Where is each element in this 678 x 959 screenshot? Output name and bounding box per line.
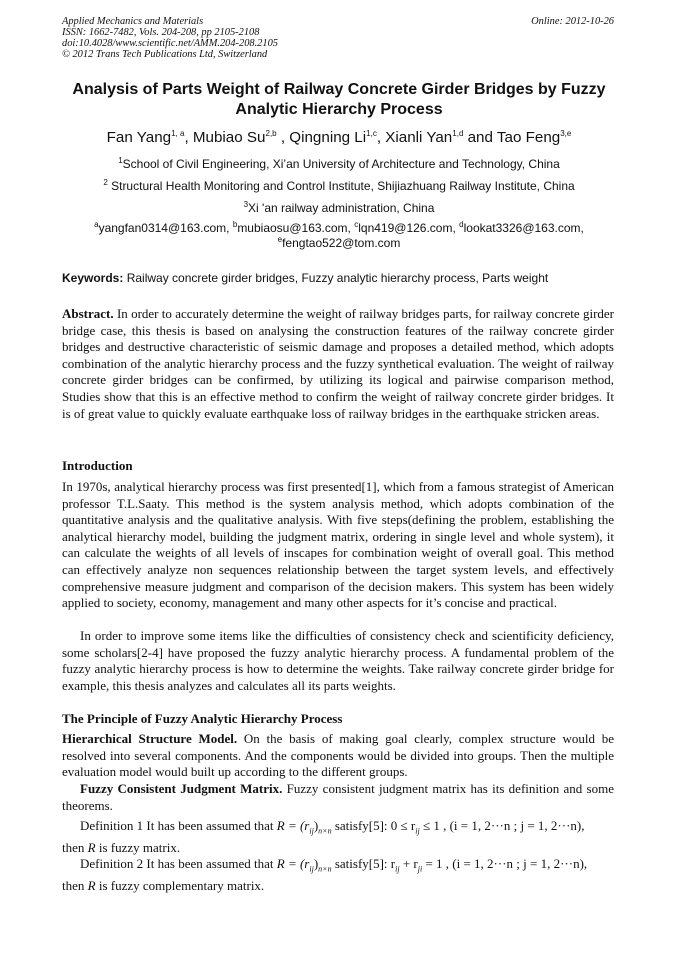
def1-tail2: is fuzzy matrix. [95, 840, 181, 856]
author-sup: 3,e [560, 128, 572, 138]
online-date: Online: 2012-10-26 [531, 16, 614, 27]
def1-formula: R = (r [276, 818, 310, 833]
intro-para-1: In 1970s, analytical hierarchy process was first presented[1], which from a famous strategist of American professor T.L.Saaty. This method is the system analysis method, which adopts combination of the quantitative analysis and the qualitative analysis. With five steps(defining the problem, establishing the analytical hierarchy model, building the judgment matrix, ordering in single level and whole system), it can calculate the weights of all levels of inscapes for combination weight of overall goal. This method can effectively analyze non sequences relationship between the target system levels, and effectively comprehensive measure judgment and comparison of the decision makers. This system has been widely applied to society, economy, management and many other aspects for it’s concise and practical. [62, 479, 614, 611]
affiliation-1 [62, 157, 616, 172]
def2-mid: + r [399, 856, 418, 871]
def1-R: R [87, 840, 96, 856]
journal-name: Applied Mechanics and Materials [62, 16, 204, 27]
hsm-para [62, 731, 614, 781]
definition-1 [62, 818, 616, 857]
def2-tail1: then [62, 878, 88, 894]
aff-text: Structural Health Monitoring and Control Institute, Shijiazhuang Railway Institute, China [107, 179, 575, 193]
def1-intro: Definition 1 It has been assumed that [80, 818, 277, 833]
def2-R: R [87, 878, 96, 894]
def2-nn: n×n [318, 864, 332, 874]
abstract-label: Abstract. [62, 306, 114, 321]
affiliation-2 [62, 179, 616, 194]
def2-close: ) [313, 856, 319, 871]
principle-heading: The Principle of Fuzzy Analytic Hierarchy Process [62, 711, 343, 726]
fcjm-label: Fuzzy Consistent Judgment Matrix. [80, 781, 283, 796]
def1-nn: n×n [318, 826, 332, 836]
email-e: fengtao522@tom.com [282, 236, 401, 250]
fcjm-para [62, 781, 614, 814]
def2-formula: R = (r [276, 856, 310, 871]
journal-copyright: © 2012 Trans Tech Publications Ltd, Switzerland [62, 49, 268, 60]
def1-sat: satisfy[5]: 0 ≤ r [331, 818, 416, 833]
hsm-label: Hierarchical Structure Model. [62, 731, 238, 746]
hsm-text: On the basis of making goal clearly, complex structure would be resolved into several components. And the components would be divided into groups. Then the multiple evaluation model would built up according to the different groups. [62, 731, 614, 780]
def1-sub: ij [309, 826, 314, 836]
author-sup: 1,d [452, 128, 464, 138]
abstract [62, 306, 614, 422]
def2-sub3: ji [417, 864, 423, 874]
def2-intro: Definition 2 It has been assumed that [80, 856, 277, 871]
aff-sup: 1 [118, 156, 123, 165]
fcjm-text: Fuzzy consistent judgment matrix has its definition and some theorems. [62, 781, 614, 813]
def2-sub2: ij [395, 864, 400, 874]
intro-heading: Introduction [62, 458, 133, 473]
intro-para-2: In order to improve some items like the difficulties of consistency check and scientificity deficiency, some scholars[2-4] have proposed the fuzzy analytic hierarchy process. A fundamental problem of the fuzzy analytic hierarchy process is how to determine the weights. Take railway concrete girder bridge for example, this thesis analyzes and calculates all its parts weights. [62, 628, 614, 693]
email-list: $^a$yangfan0314@163.com, $^b$mubiaosu@163.com, $^c$lqn419@126.com, $^d$lookat3326@163.com, $^e$fengtao522@tom.com [94, 220, 584, 250]
email-c: lqn419@126.com, [358, 221, 456, 235]
email-a: yangfan0314@163.com, [98, 221, 230, 235]
keywords-label: Keywords: [62, 271, 124, 285]
author-sup: 1,c [366, 128, 377, 138]
def2-eq: = 1 , (i = 1, 2···n ; j = 1, 2···n), [422, 856, 588, 871]
keywords [62, 271, 616, 285]
definition-2 [62, 856, 616, 895]
aff-sup: 2 [103, 178, 108, 187]
journal-issn: ISSN: 1662-7482, Vols. 204-208, pp 2105-2108 [62, 27, 260, 38]
author-sup: 1, a [171, 128, 185, 138]
paper-title: Analysis of Parts Weight of Railway Concrete Girder Bridges by Fuzzy Analytic Hierarchy Process [72, 81, 606, 118]
author-name: Qingning Li [289, 129, 367, 146]
email-b: mubiaosu@163.com, [237, 221, 351, 235]
aff-sup: 3 [243, 200, 249, 209]
author-name: Tao Feng [496, 129, 561, 146]
def1-sub2: ij [415, 826, 420, 836]
author-name: Mubiao Su [192, 129, 266, 146]
def1-close: ) [313, 818, 319, 833]
aff-text: Xi 'an railway administration, China [248, 201, 435, 215]
def2-tail2: is fuzzy complementary matrix. [95, 878, 265, 894]
def1-tail1: then [62, 840, 88, 856]
journal-header [62, 16, 278, 60]
aff-text: School of Civil Engineering, Xi’an University of Architecture and Technology, China [122, 157, 560, 171]
keywords-text: Railway concrete girder bridges, Fuzzy analytic hierarchy process, Parts weight [123, 271, 549, 285]
author-name: Fan Yang [106, 129, 172, 146]
journal-doi: doi:10.4028/www.scientific.net/AMM.204-208.2105 [62, 38, 278, 49]
def2-sat: satisfy[5]: r [331, 856, 396, 871]
affiliation-3 [62, 201, 616, 216]
email-d: lookat3326@163.com, [463, 221, 584, 235]
abstract-text: In order to accurately determine the weight of railway bridges parts, for railway concrete girder bridge case, this thesis is based on analysing the construction features of the railway concrete girder bridges and destructive characteristic of seismic damage and proposes a detailed method, which adopts combination of the analytic hierarchy process and the fuzzy synthetical evaluation. The weight of railway concrete girder bridges can be confirmed, by utilizing its logical and pairwise comparison method, Studies show that this is an effective method to confirm the weight of railway concrete girder bridges. It is of great value to quickly evaluate earthquake loss of railway bridges in the earthquake stricken areas. [62, 306, 614, 421]
author-sup: 2,b [265, 128, 277, 138]
def1-ineq: ≤ 1 , (i = 1, 2···n ; j = 1, 2···n), [419, 818, 585, 833]
author-list: Fan Yang$^{1, a}$, Mubiao Su$^{2,b}$ , Qingning Li$^{1,c}$, Xianli Yan$^{1,d}$ and Tao Feng$^{3,e}$ [106, 128, 572, 146]
author-name: Xianli Yan [385, 129, 453, 146]
def2-sub: ij [309, 864, 314, 874]
